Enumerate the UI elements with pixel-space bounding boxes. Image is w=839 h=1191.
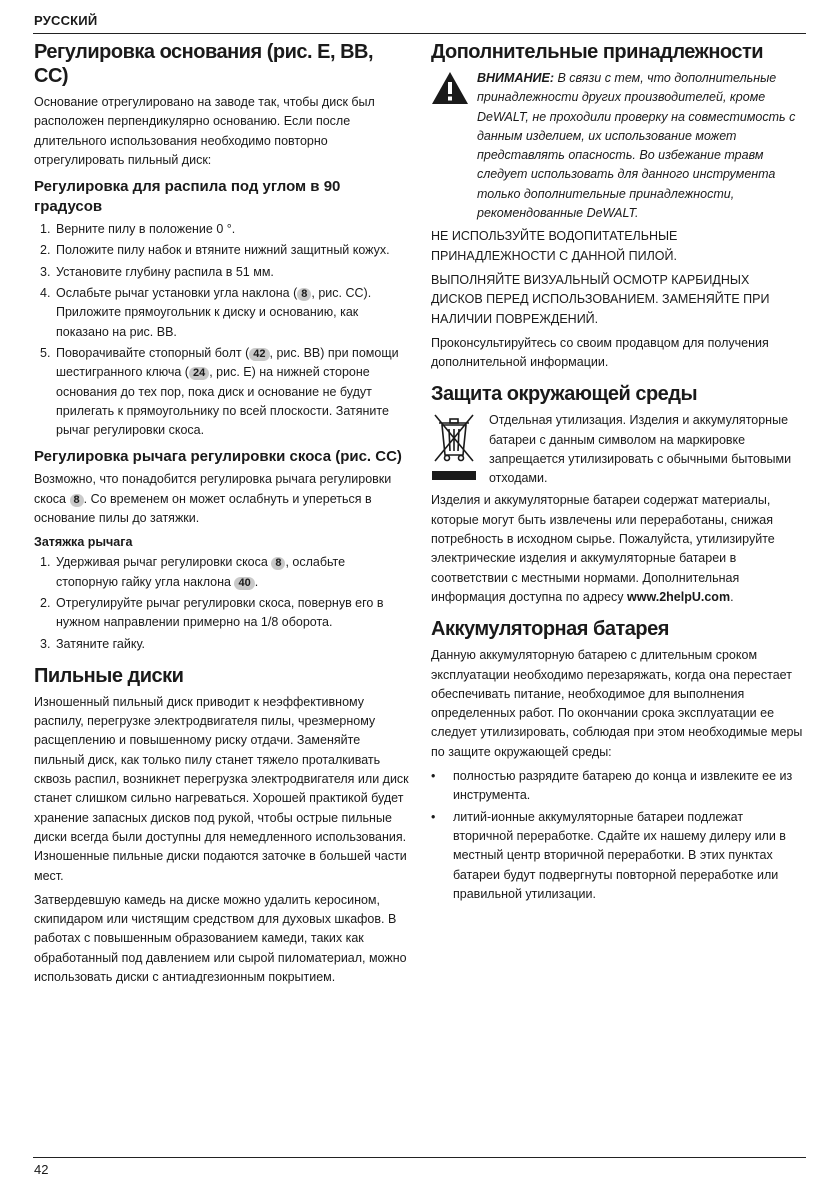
step-number: 5. — [40, 345, 51, 360]
caps-notice-2: ВЫПОЛНЯЙТЕ ВИЗУАЛЬНЫЙ ОСМОТР КАРБИДНЫХ ДИСКОВ ПЕРЕД ИСПОЛЬЗОВАНИЕМ. ЗАМЕНЯЙТЕ ПРИ НАЛИЧИИ ПОВРЕЖДЕНИЙ. — [431, 272, 770, 326]
left-column — [34, 40, 409, 992]
base-adjustment-intro: Основание отрегулировано на заводе так, чтобы диск был расположен перпендикулярно основанию. Если после длительного использования необходимо повторно отрегулировать пильный диск: — [34, 95, 375, 167]
list-item — [34, 635, 409, 654]
base-adjustment-heading: Регулировка основания (рис. E, BB, CC) — [34, 41, 374, 87]
language-label: РУССКИЙ — [34, 13, 98, 28]
step-number: 1. — [40, 222, 51, 237]
saw-blades-paragraph-1: Изношенный пильный диск приводит к неэффективному распилу, перегрузке электродвигателя пилы, чрезмерному расщеплению и повышенному риску отдачи. Заменяйте пильный диск, как только пилу станет тяжело проталкивать сквозь распил, возникнет перегрузка электродвигателя или диск станет слишком сильно нагреваться. Хорошей практикой будет хранение запасных дисков под рукой, чтобы острые пильные диски всегда были доступны для немедленного использования. Изношенные пильные диски подаются заточке в большей части мест. — [34, 694, 409, 883]
text-segment: Ослабьте рычаг установки угла наклона ( — [56, 286, 298, 301]
angle90-heading: Регулировка для распила под углом в 90 градусов — [34, 178, 341, 216]
text-segment: Верните пилу в положение 0 °. — [56, 222, 236, 237]
environment-heading: Защита окружающей среды — [431, 383, 698, 406]
text-segment: Удерживая рычаг регулировки скоса — [56, 555, 272, 570]
text-segment: Поворачивайте стопорный болт ( — [56, 345, 250, 360]
list-item — [34, 220, 409, 239]
step-number: 1. — [40, 555, 51, 570]
text-segment: Положите пилу набок и втяните нижний защитный кожух. — [56, 243, 390, 258]
step-number: 2. — [40, 243, 51, 258]
text-segment: . — [254, 574, 259, 589]
warning-triangle-icon — [431, 71, 469, 105]
saw-blades-heading: Пильные диски — [34, 664, 184, 687]
step-number: 2. — [40, 595, 51, 610]
crossed-bin-icon — [431, 411, 477, 489]
accessories-heading: Дополнительные принадлежности — [431, 41, 764, 63]
angle90-steps-list — [34, 220, 409, 440]
reference-number-badge: 40 — [234, 577, 254, 590]
recycling-info-text — [431, 491, 803, 607]
text-segment: , рис. CC). Приложите прямоугольник к диску и основанию, как показано на рис. BB. — [56, 286, 372, 339]
bullet-marker: • — [431, 809, 436, 824]
warning-block — [431, 69, 803, 223]
page-number: 42 — [34, 1162, 49, 1177]
text-segment: . Со временем он может ослабнуть и упереться в основание пилы до затяжки. — [34, 491, 372, 526]
list-item — [431, 808, 803, 904]
recycling-info-end: . — [730, 589, 734, 604]
text-segment: , ослабьте стопорную гайку угла наклона — [56, 555, 346, 589]
right-column — [431, 40, 803, 908]
lever-tightening-steps-list — [34, 553, 409, 653]
recycling-info-body: Изделия и аккумуляторные батареи содержат материалы, которые могут быть извлечены или переработаны, снижая потребность в исходном сырье. Пожалуйста, утилизируйте электрические изделия и аккумуляторные батареи в соответствии с местными нормами. Дополнительная информация доступна по адресу — [431, 493, 775, 604]
warning-label: ВНИМАНИЕ: — [477, 71, 555, 85]
text-segment: Отрегулируйте рычаг регулировки скоса, повернув его в нужном направлении примерно на 1/8 оборота. — [56, 595, 384, 630]
reference-number-badge: 8 — [297, 288, 311, 301]
list-item — [34, 594, 409, 633]
caps-notice-1: НЕ ИСПОЛЬЗУЙТЕ ВОДОПИТАТЕЛЬНЫЕ ПРИНАДЛЕЖНОСТИ С ДАННОЙ ПИЛОЙ. — [431, 229, 678, 263]
list-item — [431, 767, 803, 806]
support-url-link[interactable]: www.2helpU.com — [627, 589, 731, 604]
bullet-marker: • — [431, 769, 436, 784]
bullet-text: полностью разрядите батарею до конца и извлеките ее из инструмента. — [453, 769, 793, 803]
saw-blades-paragraph-2: Затвердевшую камедь на диске можно удалить керосином, скипидаром или чистящим средством для духовых шкафов. В работах с повышенным образованием камеди, таких как обработанный под давлением или сырой пиломатериал, можно использовать диски с антиадгезионным покрытием. — [34, 892, 407, 984]
bevel-lever-text — [34, 470, 409, 528]
bottom-divider — [33, 1157, 806, 1158]
battery-intro: Данную аккумуляторную батарею с длительным сроком эксплуатации необходимо перезаряжать, когда она перестает обеспечивать питание, необходимое для выполнения определенных работ. По окончании срока эксплуатации ее следует утилизировать, соблюдая при этом необходимые меры по защите окружающей среды: — [431, 648, 803, 759]
list-item — [34, 344, 409, 440]
warning-body: В связи с тем, что дополнительные принадлежности других производителей, кроме DeWALT, не проходили проверку на совместимость с данным изделием, их использование может представлять опасность. Во избежание травм следует использовать для данного инструмента только дополнительные принадлежности, рекомендованные DeWALT. — [477, 71, 796, 221]
text-segment: , рис. E) на нижней стороне основания до тех пор, пока диск и основание не будут прилегать к прямоугольнику по всей плоскости. Затяните рычаг регулировки скоса. — [56, 365, 389, 438]
reference-number-badge: 42 — [249, 348, 269, 361]
text-segment: Установите глубину распила в 51 мм. — [56, 264, 274, 279]
list-item — [34, 284, 409, 342]
text-segment: Возможно, что понадобится регулировка рычага регулировки скоса — [34, 472, 392, 506]
step-number: 3. — [40, 264, 51, 279]
bevel-lever-heading: Регулировка рычага регулировки скоса (рис. CC) — [34, 448, 402, 466]
bullet-text: литий-ионные аккумуляторные батареи подлежат вторичной переработке. Сдайте их нашему дилеру или в местный центр вторичной переработки. В этих пунктах батареи будут подвергнуты повторной переработке или правильной утилизации. — [453, 809, 786, 901]
battery-bullets-list — [431, 767, 803, 904]
list-item — [34, 263, 409, 282]
reference-number-badge: 24 — [189, 367, 209, 380]
consult-dealer-text: Проконсультируйтесь со своим продавцом для получения дополнительной информации. — [431, 335, 769, 370]
top-divider — [33, 33, 806, 34]
text-segment: Затяните гайку. — [56, 636, 145, 651]
list-item — [34, 553, 409, 592]
step-number: 4. — [40, 286, 51, 301]
warning-text — [477, 69, 803, 223]
lever-tightening-heading: Затяжка рычага — [34, 535, 133, 550]
battery-heading: Аккумуляторная батарея — [431, 618, 669, 641]
separate-collection-text: Отдельная утилизация. Изделия и аккумуляторные батареи с данным символом на маркировке запрещается утилизировать с обычными бытовыми отходами. — [489, 413, 792, 486]
separate-collection-block — [431, 411, 803, 489]
text-segment: , рис. BB) при помощи шестигранного ключа ( — [56, 345, 399, 380]
list-item — [34, 241, 409, 260]
step-number: 3. — [40, 636, 51, 651]
reference-number-badge: 8 — [271, 557, 285, 570]
reference-number-badge: 8 — [70, 494, 84, 507]
